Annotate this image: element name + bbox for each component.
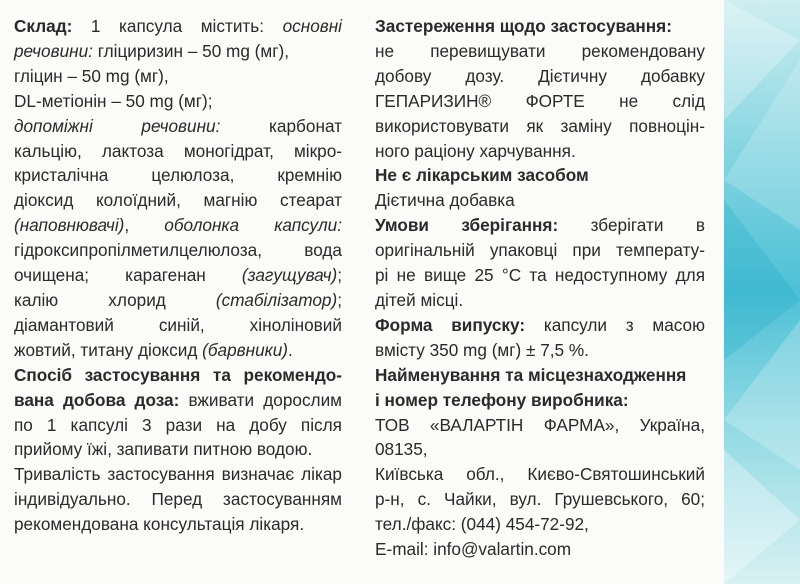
text-line — [14, 114, 342, 139]
text-line — [14, 14, 342, 39]
text-run: ; — [337, 265, 342, 286]
text-line: Київська обл., Києво-Святошинський — [375, 464, 705, 485]
text-line — [14, 388, 342, 413]
text-line: по 1 капсулі 3 рази на добу після — [14, 414, 342, 435]
text-run: речовини: — [14, 40, 93, 61]
text-line: вмісту 350 mg (мг) ± 7,5 %. — [375, 339, 589, 360]
text-line — [14, 263, 342, 288]
text-line: не перевищувати рекомендовану — [375, 40, 705, 61]
text-run: 1 капсула містить: — [72, 16, 283, 36]
text-run: , — [124, 215, 165, 236]
text-line: тел./факс: (044) 454-72-92, — [375, 514, 589, 535]
text-line: гліцин – 50 mg (мг), — [14, 65, 169, 86]
text-run: жовтий, титану діоксид — [14, 339, 203, 360]
text-run: (загущувач) — [241, 265, 338, 286]
text-run: капсули з масою — [525, 314, 705, 335]
text-line: ГЕПАРИЗИН® ФОРТЕ не слід — [375, 90, 705, 111]
text-line: індивідуально. Перед застосуванням — [14, 489, 342, 510]
text-run: калію хлорид — [14, 289, 216, 310]
text-run: Умови зберігання: — [375, 215, 559, 236]
text-run: (стабілізатор) — [215, 289, 338, 310]
text-run: основні — [282, 16, 342, 36]
text-line: кристалічна целюлоза, кремнію — [14, 165, 342, 186]
text-run: . — [288, 339, 293, 360]
text-line: діамантовий синій, хіноліновий — [14, 314, 342, 335]
text-line — [14, 213, 342, 238]
decorative-gradient-stripe — [724, 0, 800, 584]
text-line: ного раціону харчування. — [375, 140, 576, 161]
polygon-pattern — [724, 0, 800, 584]
text-line: DL-метіонін – 50 mg (мг); — [14, 90, 213, 111]
text-line — [14, 288, 342, 313]
warnings-heading: Застереження щодо застосування: — [375, 16, 672, 36]
text-run: (наповнювачі) — [14, 215, 125, 236]
manufacturer-heading: і номер телефону виробника: — [375, 389, 629, 410]
text-line: добову дозу. Дієтичну добавку — [375, 65, 705, 86]
text-line: діоксид колоїдний, магнію стеарат — [14, 190, 342, 211]
text-run: вана добова доза: — [14, 389, 180, 410]
text-run: гліциризин – 50 mg (мг), — [92, 40, 289, 61]
text-run: вживати дорослим — [179, 389, 342, 410]
text-line: E-mail: info@valartin.com — [375, 539, 572, 560]
composition-column — [14, 14, 342, 537]
text-run: карбонат — [220, 115, 342, 136]
text-run: очищена; карагенан — [14, 265, 242, 286]
text-line — [14, 39, 342, 64]
text-line: рекомендована консультація лікаря. — [14, 514, 305, 535]
text-line — [14, 338, 342, 363]
manufacturer-heading: Найменування та місцезнаходження — [375, 364, 687, 385]
text-line — [375, 313, 705, 338]
text-line: використовувати як заміну повноцін- — [375, 115, 705, 136]
text-run: ; — [337, 289, 342, 310]
text-run: оболонка капсули: — [164, 215, 342, 236]
text-run: Склад: — [14, 16, 73, 36]
text-line: прийому їжі, запивати питною водою. — [14, 439, 313, 460]
warnings-column — [375, 14, 705, 562]
text-line: Тривалість застосування визначає лікар — [14, 464, 342, 485]
text-line: гідроксипропілметилцелюлоза, вода — [14, 240, 342, 261]
not-medicine-notice: Не є лікарським засобом — [375, 165, 589, 186]
text-line: р-н, с. Чайки, вул. Грушевського, 60; — [375, 489, 705, 510]
text-line: оригінальній упаковці при температу- — [375, 240, 705, 261]
text-line — [375, 213, 705, 238]
text-line: кальцію, лактоза моногідрат, мікро- — [14, 140, 342, 161]
text-line: рі не вище 25 °C та недоступному для — [375, 265, 705, 286]
text-line: дітей місці. — [375, 289, 464, 310]
text-run: Форма випуску: — [375, 314, 526, 335]
text-run: допоміжні речовини: — [14, 115, 221, 136]
text-line: ТОВ «ВАЛАРТІН ФАРМА», Україна, 08135, — [375, 414, 705, 460]
text-run: зберігати в — [558, 215, 705, 236]
text-line: Дієтична добавка — [375, 190, 515, 211]
usage-heading: Спосіб застосування та рекомендо- — [14, 364, 342, 385]
text-run: (барвники) — [202, 339, 289, 360]
